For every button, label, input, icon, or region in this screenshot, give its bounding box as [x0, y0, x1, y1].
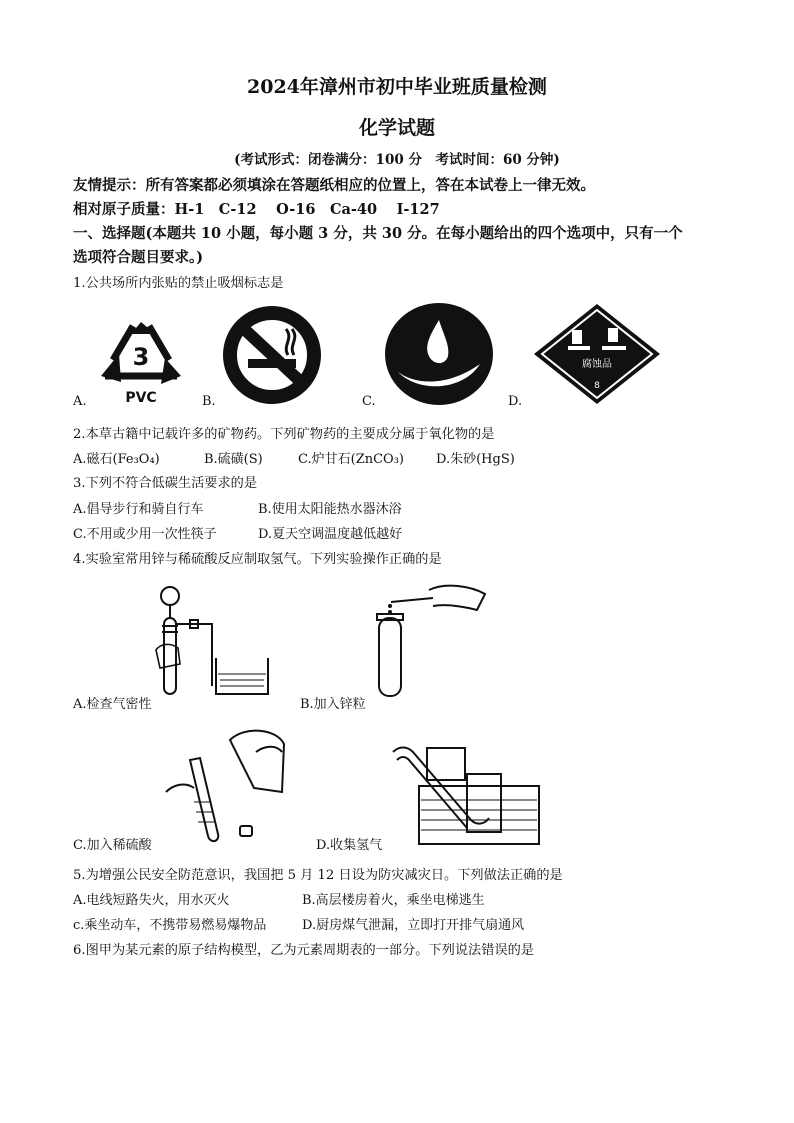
corrosive-label: 腐蚀品 — [582, 359, 612, 370]
collecting-hydrogen-apparatus-icon — [385, 738, 545, 848]
adding-acid-apparatus-icon — [160, 722, 300, 846]
q4-option-b: B.加入锌粒 — [300, 697, 366, 712]
adding-zinc-apparatus-icon — [375, 580, 495, 700]
q5-option-b: B.高层楼房着火，乘坐电梯逃生 — [302, 893, 485, 908]
q1-option-a: A. — [73, 394, 87, 409]
friendly-tip: 友情提示：所有答案都必须填涂在答题纸相应的位置上，答在本试卷上一律无效。 — [73, 177, 595, 194]
q2-option-b: B.硫磺(S) — [204, 452, 263, 467]
exam-title: 2024年漳州市初中毕业班质量检测 — [247, 76, 547, 98]
corrosive-icon — [532, 302, 662, 406]
q1-option-d: D. — [508, 394, 523, 409]
pvc-label: PVC — [125, 390, 157, 406]
q2-option-d: D.朱砂(HgS) — [436, 452, 515, 467]
section-heading-line1: 一、选择题(本题共 10 小题，每小题 3 分，共 30 分。在每小题给出的四个选项中，只有一个 — [73, 225, 683, 242]
pvc-number: 3 — [132, 343, 150, 371]
water-saving-icon — [384, 302, 494, 406]
q4-option-a: A.检查气密性 — [73, 697, 152, 712]
no-smoking-icon — [222, 305, 322, 405]
exam-info: (考试形式：闭卷满分：100 分 考试时间：60 分钟) — [234, 152, 560, 168]
q5-option-d: D.厨房煤气泄漏，立即打开排气扇通风 — [302, 918, 525, 933]
corrosive-class: 8 — [594, 381, 600, 391]
question-2-stem: 2.本草古籍中记载许多的矿物药。下列矿物药的主要成分属于氧化物的是 — [73, 427, 495, 442]
q5-option-a: A.电线短路失火，用水灭火 — [73, 893, 230, 908]
q2-option-c: C.炉甘石(ZnCO₃) — [298, 452, 404, 467]
q4-option-c: C.加入稀硫酸 — [73, 838, 152, 853]
q4-option-d: D.收集氢气 — [316, 838, 383, 853]
section-heading-line2: 选项符合题目要求。) — [73, 249, 204, 266]
pvc-recycle-icon — [95, 318, 187, 406]
q3-option-d: D.夏天空调温度越低越好 — [258, 527, 403, 542]
q1-option-c: C. — [362, 394, 376, 409]
atomic-mass-line: 相对原子质量：H-1 C-12 O-16 Ca-40 I-127 — [73, 201, 440, 218]
question-4-stem: 4.实验室常用锌与稀硫酸反应制取氢气。下列实验操作正确的是 — [73, 552, 442, 567]
question-5-stem: 5.为增强公民安全防范意识，我国把 5 月 12 日设为防灾减灾日。下列做法正确的是 — [73, 868, 563, 883]
question-3-stem: 3.下列不符合低碳生活要求的是 — [73, 476, 258, 491]
question-1-stem: 1.公共场所内张贴的禁止吸烟标志是 — [73, 276, 284, 291]
q3-option-b: B.使用太阳能热水器沐浴 — [258, 502, 402, 517]
airtightness-check-apparatus-icon — [150, 578, 290, 700]
q5-option-c: c.乘坐动车，不携带易燃易爆物品 — [73, 918, 267, 933]
question-6-stem: 6.图甲为某元素的原子结构模型，乙为元素周期表的一部分。下列说法错误的是 — [73, 943, 534, 958]
q1-option-b: B. — [202, 394, 216, 409]
q2-option-a: A.磁石(Fe₃O₄) — [73, 452, 160, 467]
q3-option-c: C.不用或少用一次性筷子 — [73, 527, 217, 542]
subject-title: 化学试题 — [358, 117, 435, 139]
q3-option-a: A.倡导步行和骑自行车 — [73, 502, 204, 517]
